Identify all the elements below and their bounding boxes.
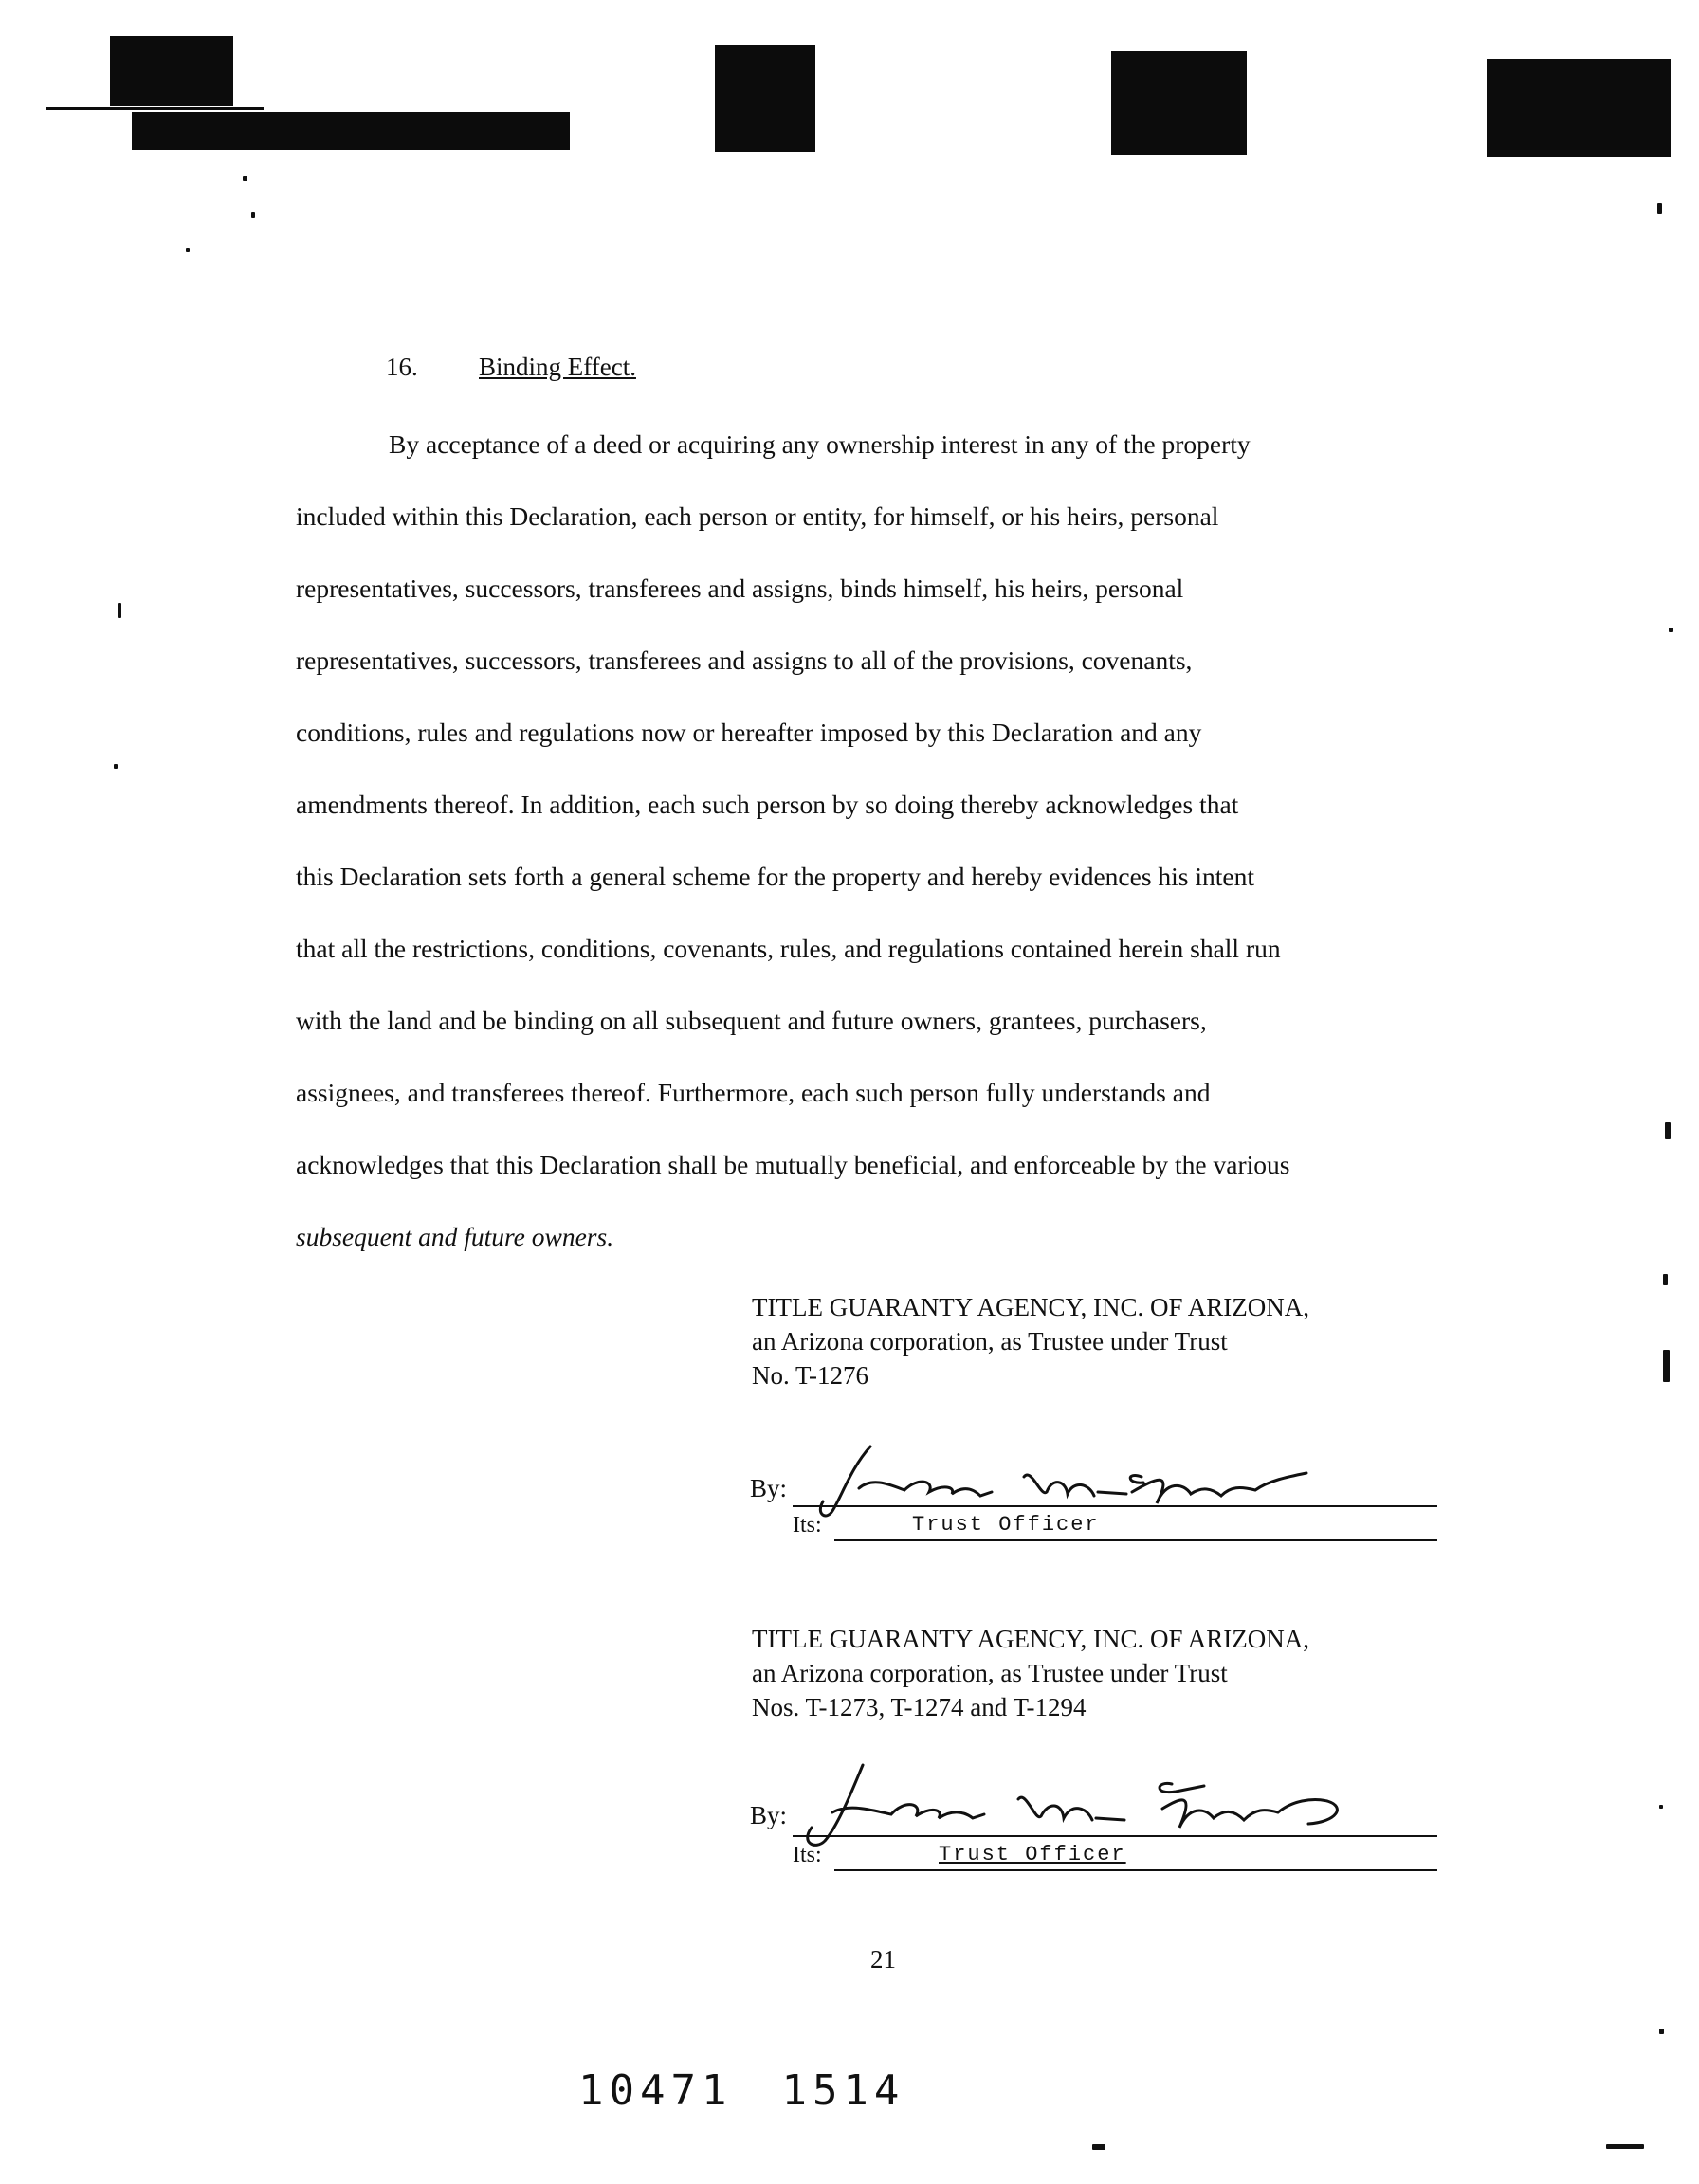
- scan-speck: [1657, 203, 1662, 214]
- scan-rule-line: [46, 107, 264, 110]
- by-label: By:: [750, 1801, 788, 1829]
- body-line: with the land and be binding on all subsequent and future owners, grantees, purchasers,: [296, 1006, 1207, 1035]
- section-title: Binding Effect.: [479, 353, 636, 381]
- trustee-name: TITLE GUARANTY AGENCY, INC. OF ARIZONA,: [752, 1625, 1309, 1653]
- scan-speck: [186, 248, 190, 252]
- body-line: amendments thereof. In addition, each such person by so doing thereby acknowledges that: [296, 790, 1239, 819]
- scan-speck: [1665, 1122, 1671, 1139]
- body-line: By acceptance of a deed or acquiring any ownership interest in any of the property: [389, 429, 1251, 459]
- body-line: that all the restrictions, conditions, covenants, rules, and regulations contained herein shall run: [296, 934, 1281, 963]
- scan-speck: [118, 603, 121, 618]
- trust-number: Nos. T-1273, T-1274 and T-1294: [752, 1693, 1087, 1721]
- redaction-block: [1111, 51, 1247, 155]
- its-label: Its:: [793, 1843, 822, 1867]
- handwritten-signature: [813, 1439, 1344, 1524]
- title-line: [834, 1869, 1437, 1871]
- redaction-block: [132, 112, 570, 150]
- scan-speck: [1663, 1274, 1668, 1285]
- body-line: assignees, and transferees thereof. Furthermore, each such person fully understands and: [296, 1078, 1211, 1107]
- scan-speck: [1669, 628, 1673, 632]
- by-label: By:: [750, 1474, 788, 1502]
- redaction-block: [715, 46, 815, 152]
- its-label: Its:: [793, 1513, 822, 1538]
- body-line: subsequent and future owners.: [296, 1222, 614, 1251]
- body-line: included within this Declaration, each person or entity, for himself, or his heirs, personal: [296, 501, 1219, 531]
- body-line: this Declaration sets forth a general scheme for the property and hereby evidences his intent: [296, 862, 1255, 891]
- scan-speck: [1606, 2144, 1644, 2149]
- officer-title: Trust Officer: [939, 1843, 1126, 1866]
- recording-stamp: [578, 2066, 954, 2115]
- scan-speck: [114, 764, 118, 769]
- body-line: conditions, rules and regulations now or hereafter imposed by this Declaration and any: [296, 718, 1202, 747]
- body-line: representatives, successors, transferees and assigns to all of the provisions, covenants,: [296, 646, 1193, 675]
- redaction-block: [1487, 59, 1671, 157]
- trustee-description: an Arizona corporation, as Trustee under Trust: [752, 1327, 1228, 1356]
- trustee-description: an Arizona corporation, as Trustee under Trust: [752, 1659, 1228, 1687]
- page-number: 21: [870, 1945, 896, 1974]
- handwritten-signature: [796, 1759, 1384, 1854]
- trustee-name: TITLE GUARANTY AGENCY, INC. OF ARIZONA,: [752, 1293, 1309, 1321]
- redaction-block: [110, 36, 233, 106]
- title-line: [834, 1539, 1437, 1541]
- trust-number: No. T-1276: [752, 1361, 869, 1390]
- body-line: representatives, successors, transferees and assigns, binds himself, his heirs, personal: [296, 573, 1184, 603]
- scan-speck: [251, 212, 255, 218]
- section-number: 16.: [386, 353, 418, 381]
- scan-speck: [243, 176, 247, 181]
- scan-speck: [1659, 1805, 1663, 1809]
- section-heading: [386, 353, 636, 382]
- scan-speck: [1663, 1350, 1670, 1382]
- scan-speck: [1659, 2029, 1664, 2034]
- officer-title: Trust Officer: [912, 1513, 1100, 1537]
- book-number: 10471: [578, 2066, 733, 2115]
- body-line: acknowledges that this Declaration shall be mutually beneficial, and enforceable by the various: [296, 1150, 1290, 1179]
- page-stamp-number: 1514: [781, 2066, 905, 2115]
- scan-speck: [1092, 2144, 1105, 2150]
